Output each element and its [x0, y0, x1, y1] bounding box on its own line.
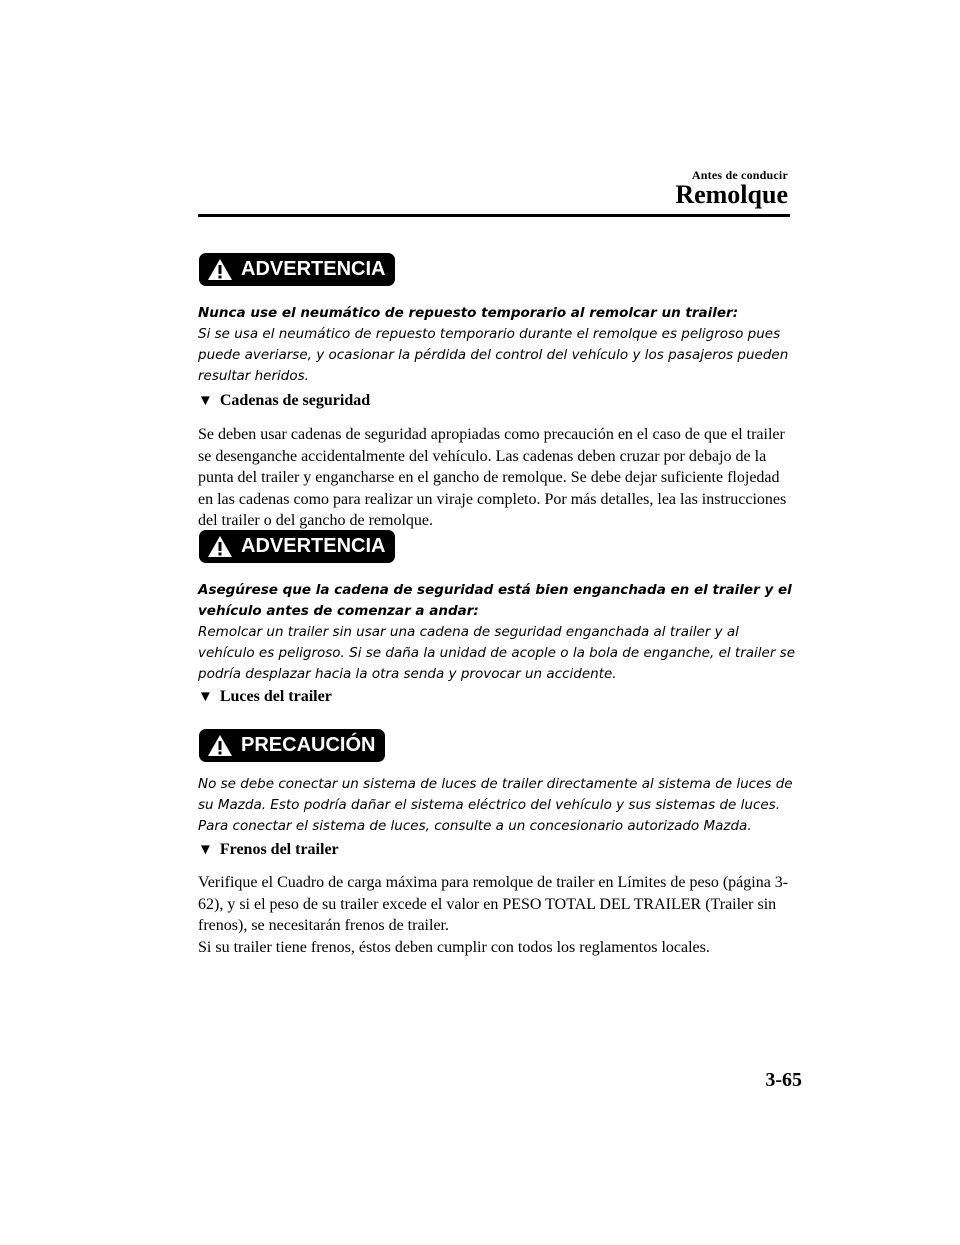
- subsection-heading-lights: [198, 688, 332, 706]
- triangle-down-icon: ▼: [198, 392, 213, 409]
- brakes-paragraph: [198, 872, 794, 958]
- warning-1-lead: Nunca use el neumático de repuesto temporario al remolcar un trailer:: [198, 305, 739, 321]
- subsection-heading-brakes: [198, 841, 339, 859]
- section-title: Remolque: [675, 180, 788, 209]
- chains-paragraph: Se deben usar cadenas de seguridad apropiadas como precaución en el caso de que el trailer se desenganche accidentalmente del vehículo. Las cadenas deben cruzar por debajo de la punta del trailer y engancharse en el gancho de remolque. Se debe dejar suficiente flojedad en las cadenas como para realizar un viraje completo. Por más detalles, lea las instrucciones del trailer o del gancho de remolque.: [198, 426, 787, 529]
- running-head: Antes de conducir: [691, 168, 788, 182]
- triangle-down-icon: ▼: [198, 841, 213, 858]
- header-rule: [198, 214, 790, 217]
- warning-2-note: [198, 580, 798, 685]
- subsection-heading-label: Frenos del trailer: [219, 841, 339, 858]
- brakes-text-1: Verifique el Cuadro de carga máxima para remolque de trailer en Límites de peso (página 3-62), y si el peso de su trailer excede el valor en PESO TOTAL DEL TRAILER (Trailer sin frenos), se necesitarán frenos de trailer.: [198, 874, 789, 934]
- triangle-down-icon: ▼: [198, 688, 213, 705]
- subsection-heading-chains: [198, 392, 370, 410]
- warning-icon: [207, 258, 233, 281]
- caution-badge: [199, 729, 385, 762]
- warning-badge-label: ADVERTENCIA: [241, 535, 386, 557]
- page-number: 3-65: [765, 1069, 802, 1091]
- warning-1-note: [198, 303, 798, 387]
- caution-badge-label: PRECAUCIÓN: [241, 734, 376, 756]
- warning-2-lead: Asegúrese que la cadena de seguridad está bien enganchada en el trailer y el vehículo antes de comenzar a andar:: [198, 582, 792, 619]
- caution-note: No se debe conectar un sistema de luces de trailer directamente al sistema de luces de su Mazda. Esto podría dañar el sistema eléctrico del vehículo y sus sistemas de luces. Para conectar el sistema de luces, consulte a un concesionario autorizado Mazda.: [198, 776, 793, 834]
- subsection-heading-label: Luces del trailer: [219, 688, 332, 705]
- warning-badge: [199, 253, 395, 286]
- subsection-heading-label: Cadenas de seguridad: [219, 392, 371, 409]
- warning-badge: [199, 530, 395, 563]
- warning-icon: [207, 535, 233, 558]
- warning-badge-label: ADVERTENCIA: [241, 258, 386, 280]
- warning-icon: [207, 734, 233, 757]
- warning-2-text: Remolcar un trailer sin usar una cadena de seguridad enganchada al trailer y al vehículo es peligroso. Si se daña la unidad de acople o la bola de enganche, el trailer se podría desplazar hacia la otra senda y provocar un accidente.: [198, 624, 796, 682]
- brakes-text-2: Si su trailer tiene frenos, éstos deben cumplir con todos los reglamentos locales.: [198, 938, 710, 956]
- warning-1-text: Si se usa el neumático de repuesto temporario durante el remolque es peligroso pues puede averiarse, y ocasionar la pérdida del control del vehículo y los pasajeros pueden resultar heridos.: [198, 326, 789, 384]
